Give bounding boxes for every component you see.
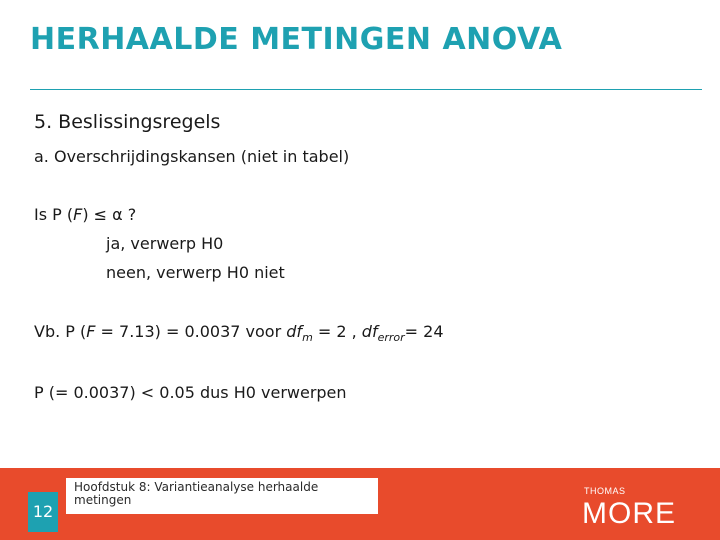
example-part3: = 2 , [312,322,362,341]
title-divider [30,89,702,90]
section-subheading: a. Overschrijdingskansen (niet in tabel) [34,147,350,166]
section-heading: 5. Beslissingsregels [34,111,221,133]
question-prefix: Is P ( [34,205,74,224]
decision-question [34,205,136,224]
example-part4: = 24 [404,322,444,341]
example-part2: = 7.13) = 0.0037 voor [95,322,287,341]
slide-title: HERHAALDE METINGEN ANOVA [30,22,563,57]
conclusion: P (= 0.0037) < 0.05 dus H0 verwerpen [34,383,347,402]
example-variable: F [86,322,96,341]
slide-number: 12 [28,492,58,532]
question-suffix: ) ≤ α ? [82,205,137,224]
example-part1: Vb. P ( [34,322,87,341]
example-line [34,322,444,344]
df-error-subscript: error [377,331,405,344]
df-error-symbol: df [361,322,378,341]
df-model-symbol: df [286,322,303,341]
question-variable: F [73,205,83,224]
logo-bottom-text: MORE [582,497,676,530]
answer-no: neen, verwerp H0 niet [106,263,285,282]
footer-chapter-text: Hoofdstuk 8: Variantieanalyse herhaalde metingen [74,480,319,507]
df-model-subscript: m [302,331,313,344]
logo-top-text: THOMAS [584,486,626,496]
thomas-more-logo [578,482,690,530]
answer-yes: ja, verwerp H0 [106,234,224,253]
